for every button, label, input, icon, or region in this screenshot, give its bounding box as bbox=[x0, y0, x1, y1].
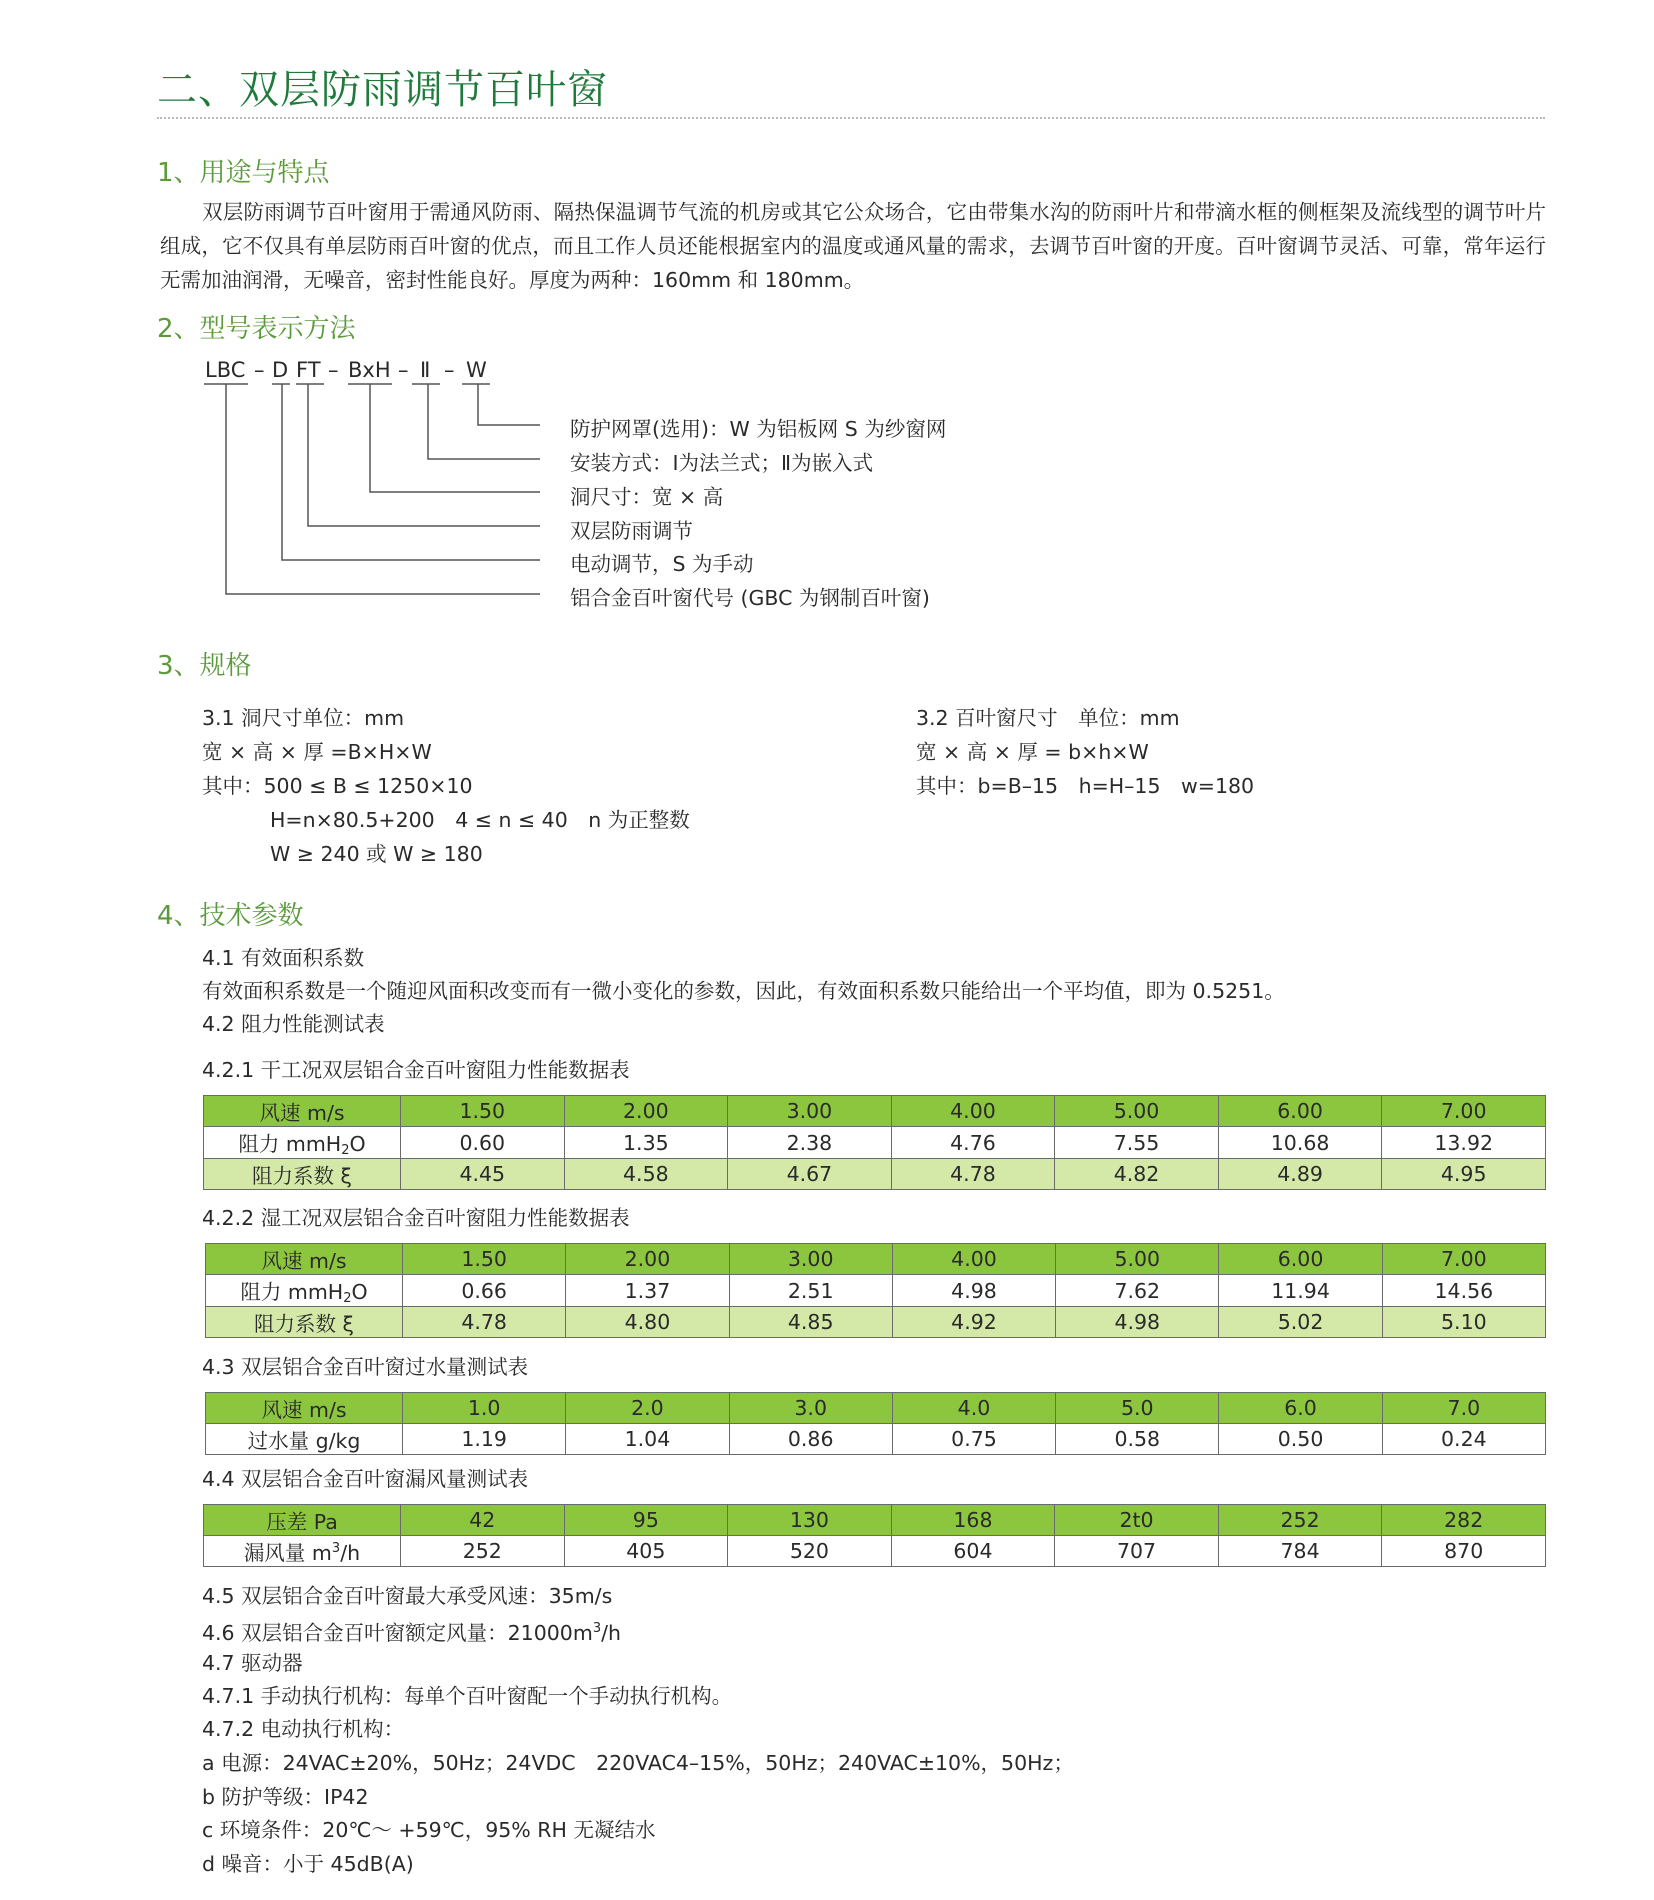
table-cell: 0.60 bbox=[401, 1127, 565, 1159]
table-cell: 1.35 bbox=[564, 1127, 728, 1159]
legend-double-rainproof: 双层防雨调节 bbox=[570, 519, 693, 543]
table-cell: 784 bbox=[1218, 1536, 1382, 1567]
table-cell: 42 bbox=[401, 1505, 565, 1536]
row-label: 风速 m/s bbox=[204, 1096, 401, 1127]
table-cell: 5.02 bbox=[1219, 1307, 1382, 1338]
table-row bbox=[204, 1127, 1546, 1159]
table-cell: 4.82 bbox=[1055, 1159, 1219, 1190]
spec-left-line: 其中：500 ≤ B ≤ 1250×10 bbox=[202, 774, 473, 798]
table-cell: 0.75 bbox=[892, 1424, 1055, 1455]
code-part-w: W bbox=[466, 358, 487, 382]
table-cell: 2.00 bbox=[566, 1244, 729, 1275]
table-cell: 3.00 bbox=[728, 1096, 892, 1127]
tech-environment: c 环境条件：20℃～ +59℃，95% RH 无凝结水 bbox=[202, 1818, 656, 1842]
table-cell: 0.66 bbox=[403, 1275, 566, 1307]
tech-4-1-title: 4.1 有效面积系数 bbox=[202, 946, 365, 970]
table-cell: 5.00 bbox=[1055, 1096, 1219, 1127]
table-cell: 6.0 bbox=[1219, 1393, 1382, 1424]
table-cell: 870 bbox=[1382, 1536, 1546, 1567]
spec-left-line: 宽 × 高 × 厚 =B×H×W bbox=[202, 740, 432, 764]
table-cell: 0.86 bbox=[729, 1424, 892, 1455]
spec-left-line: H=n×80.5+200 4 ≤ n ≤ 40 n 为正整数 bbox=[270, 808, 690, 832]
table-cell: 2t0 bbox=[1055, 1505, 1219, 1536]
table-cell: 7.62 bbox=[1056, 1275, 1219, 1307]
table-wet-resistance bbox=[205, 1243, 1546, 1338]
table-cell: 4.67 bbox=[728, 1159, 892, 1190]
row-label: 漏风量 $m^3/h$ bbox=[204, 1536, 401, 1567]
table-cell: 4.80 bbox=[566, 1307, 729, 1338]
table-cell: 4.89 bbox=[1218, 1159, 1382, 1190]
table-cell: 4.95 bbox=[1382, 1159, 1546, 1190]
table-cell: 252 bbox=[401, 1536, 565, 1567]
table-cell: 4.98 bbox=[1056, 1307, 1219, 1338]
legend-opening-size: 洞尺寸：宽 × 高 bbox=[570, 485, 724, 509]
table-cell: 520 bbox=[728, 1536, 892, 1567]
table-row bbox=[204, 1096, 1546, 1127]
table-cell: 95 bbox=[564, 1505, 728, 1536]
spec-left-line: W ≥ 240 或 W ≥ 180 bbox=[270, 842, 483, 866]
table-422-title: 4.2.2 湿工况双层铝合金百叶窗阻力性能数据表 bbox=[202, 1206, 630, 1230]
table-44-title: 4.4 双层铝合金百叶窗漏风量测试表 bbox=[202, 1467, 529, 1491]
code-dash-4: – bbox=[444, 358, 455, 382]
table-cell: 0.50 bbox=[1219, 1424, 1382, 1455]
row-label: 风速 m/s bbox=[206, 1244, 403, 1275]
table-cell: 252 bbox=[1218, 1505, 1382, 1536]
tech-power-supply: a 电源：24VAC±20%，50Hz；24VDC 220VAC4–15%，50Hz；240VAC±10%，50Hz； bbox=[202, 1751, 1074, 1775]
table-cell: 3.00 bbox=[729, 1244, 892, 1275]
table-cell: 1.50 bbox=[403, 1244, 566, 1275]
code-part-bxh: BxH bbox=[348, 358, 391, 382]
row-label: 阻力系数 ξ bbox=[206, 1307, 403, 1338]
table-water-penetration bbox=[205, 1392, 1546, 1455]
table-cell: 604 bbox=[891, 1536, 1055, 1567]
page-title: 二、双层防雨调节百叶窗 bbox=[157, 67, 608, 113]
tech-4-2-title: 4.2 阻力性能测试表 bbox=[202, 1012, 385, 1036]
row-label: 阻力 mmH$_2$O bbox=[206, 1275, 403, 1307]
row-label: 阻力 mmH$_2$O bbox=[204, 1127, 401, 1159]
table-cell: 1.0 bbox=[403, 1393, 566, 1424]
table-row bbox=[206, 1244, 1546, 1275]
spec-right-line: 3.2 百叶窗尺寸 单位：mm bbox=[916, 706, 1180, 730]
tech-noise: d 噪音：小于 45dB(A) bbox=[202, 1852, 414, 1876]
table-cell: 0.58 bbox=[1056, 1424, 1219, 1455]
row-label: 风速 m/s bbox=[206, 1393, 403, 1424]
table-cell: 3.0 bbox=[729, 1393, 892, 1424]
table-cell: 1.19 bbox=[403, 1424, 566, 1455]
table-43-title: 4.3 双层铝合金百叶窗过水量测试表 bbox=[202, 1355, 529, 1379]
table-cell: 2.38 bbox=[728, 1127, 892, 1159]
tech-protection-grade: b 防护等级：IP42 bbox=[202, 1785, 369, 1809]
table-row bbox=[206, 1275, 1546, 1307]
section-heading-spec: 3、规格 bbox=[157, 651, 252, 681]
table-cell: 4.58 bbox=[564, 1159, 728, 1190]
table-row bbox=[206, 1307, 1546, 1338]
table-cell: 2.0 bbox=[566, 1393, 729, 1424]
table-cell: 282 bbox=[1382, 1505, 1546, 1536]
table-cell: 10.68 bbox=[1218, 1127, 1382, 1159]
table-cell: 7.00 bbox=[1382, 1096, 1546, 1127]
section-heading-usage: 1、用途与特点 bbox=[157, 158, 330, 188]
table-cell: 13.92 bbox=[1382, 1127, 1546, 1159]
table-cell: 4.00 bbox=[892, 1244, 1055, 1275]
spec-left-line: 3.1 洞尺寸单位：mm bbox=[202, 706, 405, 730]
table-cell: 1.37 bbox=[566, 1275, 729, 1307]
table-cell: 168 bbox=[891, 1505, 1055, 1536]
table-row bbox=[206, 1424, 1546, 1455]
table-cell: 707 bbox=[1055, 1536, 1219, 1567]
table-row bbox=[204, 1159, 1546, 1190]
table-cell: 4.00 bbox=[891, 1096, 1055, 1127]
table-air-leakage bbox=[203, 1504, 1546, 1567]
code-dash-3: – bbox=[398, 358, 409, 382]
table-cell: 130 bbox=[728, 1505, 892, 1536]
tech-4-1-text: 有效面积系数是一个随迎风面积改变而有一微小变化的参数，因此，有效面积系数只能给出一个平均值，即为 0.5251。 bbox=[202, 979, 1285, 1003]
row-label: 压差 Pa bbox=[204, 1505, 401, 1536]
row-label: 过水量 g/kg bbox=[206, 1424, 403, 1455]
table-cell: 4.92 bbox=[892, 1307, 1055, 1338]
tech-4-7-2: 4.7.2 电动执行机构： bbox=[202, 1717, 405, 1741]
table-cell: 4.78 bbox=[891, 1159, 1055, 1190]
table-cell: 2.00 bbox=[564, 1096, 728, 1127]
table-cell: 7.00 bbox=[1382, 1244, 1545, 1275]
code-dash-1: – bbox=[254, 358, 265, 382]
table-cell: 4.85 bbox=[729, 1307, 892, 1338]
table-row bbox=[204, 1505, 1546, 1536]
table-cell: 4.78 bbox=[403, 1307, 566, 1338]
table-cell: 5.0 bbox=[1056, 1393, 1219, 1424]
code-part-d: D bbox=[272, 358, 289, 382]
table-cell: 6.00 bbox=[1219, 1244, 1382, 1275]
table-cell: 1.50 bbox=[401, 1096, 565, 1127]
tech-4-7: 4.7 驱动器 bbox=[202, 1651, 303, 1675]
legend-aluminum-code: 铝合金百叶窗代号 (GBC 为钢制百叶窗) bbox=[570, 586, 930, 610]
table-row bbox=[204, 1536, 1546, 1567]
table-row bbox=[206, 1393, 1546, 1424]
spec-right-line: 其中：b=B–15 h=H–15 w=180 bbox=[916, 774, 1255, 798]
code-part-install: Ⅱ bbox=[420, 358, 431, 382]
legend-protective-mesh: 防护网罩(选用)：W 为铝板网 S 为纱窗网 bbox=[570, 417, 947, 441]
tech-4-6: 4.6 双层铝合金百叶窗额定风量：$21000m^3/h$ bbox=[202, 1621, 621, 1645]
table-cell: 7.0 bbox=[1382, 1393, 1545, 1424]
spec-right-line: 宽 × 高 × 厚 = b×h×W bbox=[916, 740, 1149, 764]
intro-text: 双层防雨调节百叶窗用于需通风防雨、隔热保温调节气流的机房或其它公众场合，它由带集水沟的防雨叶片和带滴水框的侧框架及流线型的调节叶片组成，它不仅具有单层防雨百叶窗的优点，而且工作人员还能根据室内的温度或通风量的需求，去调节百叶窗的开度。百叶窗调节灵活、可靠，常年运行无需加油润滑，无噪音，密封性能良好。厚度为两种：160mm 和 180mm。 bbox=[160, 200, 1546, 292]
code-part-lbc: LBC bbox=[205, 358, 246, 382]
code-dash-2: – bbox=[328, 358, 339, 382]
row-label: 阻力系数 ξ bbox=[204, 1159, 401, 1190]
section-heading-tech: 4、技术参数 bbox=[157, 901, 304, 931]
table-cell: 11.94 bbox=[1219, 1275, 1382, 1307]
table-cell: 405 bbox=[564, 1536, 728, 1567]
table-cell: 7.55 bbox=[1055, 1127, 1219, 1159]
table-cell: 5.10 bbox=[1382, 1307, 1545, 1338]
section-heading-model: 2、型号表示方法 bbox=[157, 314, 356, 344]
table-cell: 6.00 bbox=[1218, 1096, 1382, 1127]
legend-install-type: 安装方式：Ⅰ为法兰式；Ⅱ为嵌入式 bbox=[570, 451, 874, 475]
legend-electric-adjust: 电动调节，S 为手动 bbox=[570, 552, 754, 576]
code-part-ft: FT bbox=[296, 358, 321, 382]
table-cell: 0.24 bbox=[1382, 1424, 1545, 1455]
model-code-diagram bbox=[0, 0, 1654, 620]
table-cell: 1.04 bbox=[566, 1424, 729, 1455]
tech-4-5: 4.5 双层铝合金百叶窗最大承受风速：35m/s bbox=[202, 1584, 613, 1608]
table-cell: 4.76 bbox=[891, 1127, 1055, 1159]
table-cell: 14.56 bbox=[1382, 1275, 1545, 1307]
table-421-title: 4.2.1 干工况双层铝合金百叶窗阻力性能数据表 bbox=[202, 1058, 630, 1082]
table-cell: 5.00 bbox=[1056, 1244, 1219, 1275]
table-cell: 2.51 bbox=[729, 1275, 892, 1307]
table-cell: 4.45 bbox=[401, 1159, 565, 1190]
table-cell: 4.98 bbox=[892, 1275, 1055, 1307]
table-cell: 4.0 bbox=[892, 1393, 1055, 1424]
table-dry-resistance bbox=[203, 1095, 1546, 1190]
tech-4-7-1: 4.7.1 手动执行机构：每单个百叶窗配一个手动执行机构。 bbox=[202, 1684, 733, 1708]
